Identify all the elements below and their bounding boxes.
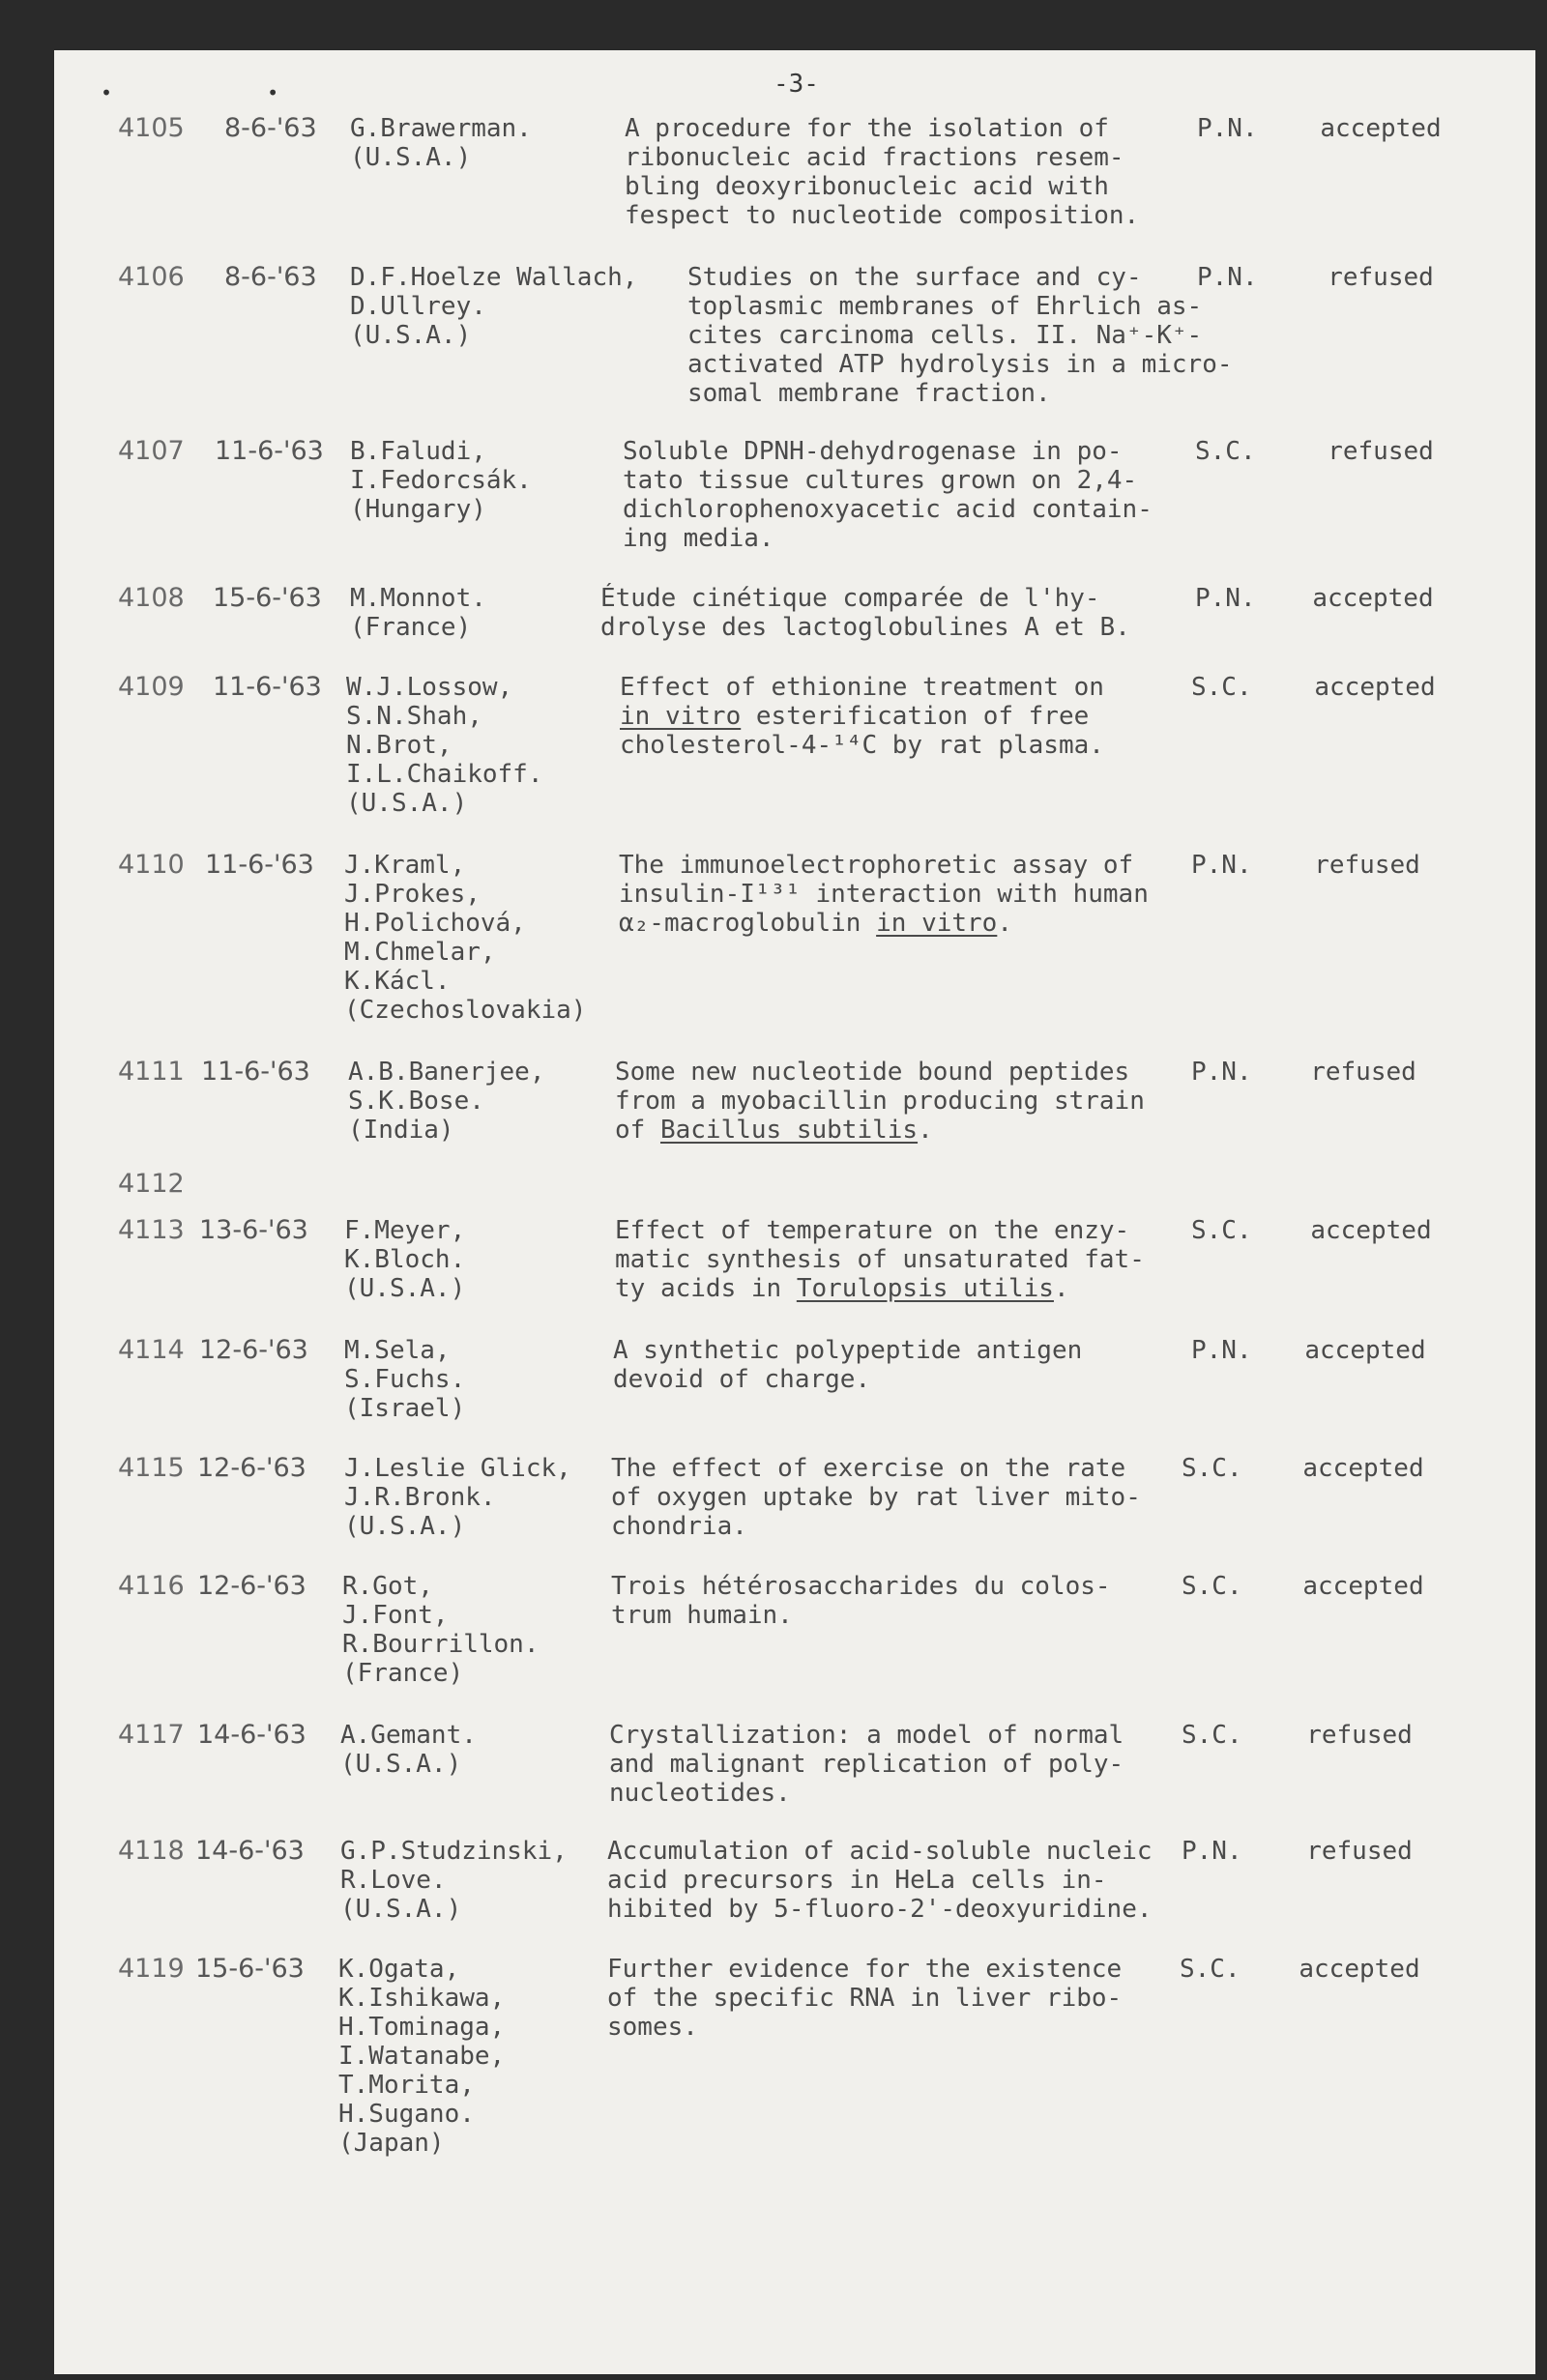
entry-title <box>600 584 1130 642</box>
entry-date: 12-6-'63 <box>197 1571 306 1601</box>
author-line: (France) <box>350 613 472 642</box>
entry-authors <box>350 584 486 642</box>
entry-date: 11-6-'63 <box>215 436 324 466</box>
author-line: A.B.Banerjee, <box>348 1058 545 1087</box>
entry-date: 14-6-'63 <box>195 1836 305 1866</box>
title-line: tato tissue cultures grown on 2,4- <box>623 466 1138 495</box>
entry-number: 4118 <box>118 1836 185 1866</box>
entry-code: S.C. <box>1191 673 1252 702</box>
author-line: I.Fedorcsák. <box>350 466 532 495</box>
entry-authors <box>344 1454 571 1541</box>
author-line: (U.S.A.) <box>346 789 468 818</box>
entry-title <box>611 1572 1111 1630</box>
author-line: F.Meyer, <box>344 1216 466 1245</box>
entry-number: 4112 <box>118 1169 185 1199</box>
entry-code: P.N. <box>1191 851 1252 880</box>
entry-date: 11-6-'63 <box>201 1057 310 1087</box>
title-line: activated ATP hydrolysis in a micro- <box>687 350 1233 379</box>
entry-status: refused <box>1328 263 1434 292</box>
entry-authors <box>344 851 586 1025</box>
entry-title <box>625 114 1139 230</box>
title-line: A synthetic polypeptide antigen <box>613 1336 1083 1365</box>
title-line: of Bacillus subtilis. <box>615 1116 933 1145</box>
author-line: J.Prokes, <box>344 880 481 909</box>
entry-number: 4108 <box>118 583 185 613</box>
entry-number: 4111 <box>118 1057 185 1087</box>
entry-code: S.C. <box>1182 1721 1242 1750</box>
author-line: M.Sela, <box>344 1336 451 1365</box>
author-line: J.R.Bronk. <box>344 1483 496 1512</box>
author-line: D.Ullrey. <box>350 292 486 321</box>
author-line: R.Love. <box>340 1866 447 1895</box>
entry-number: 4114 <box>118 1335 185 1365</box>
title-line: Crystallization: a model of normal <box>609 1721 1124 1750</box>
entry-authors <box>344 1336 465 1423</box>
title-line: Étude cinétique comparée de l'hy- <box>600 584 1100 613</box>
author-line: (U.S.A.) <box>350 321 472 350</box>
author-line: (Hungary) <box>350 495 486 524</box>
author-line: (U.S.A.) <box>340 1895 462 1924</box>
author-line: N.Brot, <box>346 731 452 760</box>
entry-date: 12-6-'63 <box>197 1453 306 1483</box>
entry-date: 8-6-'63 <box>224 262 317 292</box>
entry-authors <box>338 1955 505 2158</box>
title-line: cites carcinoma cells. II. Na⁺-K⁺- <box>687 321 1203 350</box>
author-line: K.Ishikawa, <box>338 1984 506 2013</box>
title-line: chondria. <box>611 1512 747 1541</box>
entry-code: P.N. <box>1191 1336 1252 1365</box>
author-line: R.Got, <box>342 1572 433 1601</box>
entry-title <box>607 1955 1122 2042</box>
author-line: S.Fuchs. <box>344 1365 466 1394</box>
author-line: B.Faludi, <box>350 437 486 466</box>
author-line: M.Monnot. <box>350 584 486 613</box>
title-line: Effect of ethionine treatment on <box>620 673 1104 702</box>
entry-authors <box>344 1216 465 1303</box>
author-line: W.J.Lossow, <box>346 673 513 702</box>
entry-code: P.N. <box>1182 1837 1242 1866</box>
entry-number: 4106 <box>118 262 185 292</box>
entry-title <box>611 1454 1141 1541</box>
entry-code: S.C. <box>1182 1572 1242 1601</box>
entry-code: P.N. <box>1191 1058 1252 1087</box>
entry-code: P.N. <box>1197 114 1258 143</box>
entry-number: 4119 <box>118 1954 185 1984</box>
title-line: of the specific RNA in liver ribo- <box>607 1984 1123 2013</box>
author-line: S.K.Bose. <box>348 1087 484 1116</box>
entry-status: accepted <box>1312 584 1434 613</box>
entry-status: refused <box>1310 1058 1416 1087</box>
title-line: Further evidence for the existence <box>607 1955 1123 1984</box>
title-line: A procedure for the isolation of <box>625 114 1109 143</box>
author-line: D.F.Hoelze Wallach, <box>350 263 638 292</box>
title-line: nucleotides. <box>609 1779 791 1808</box>
title-line: The immunoelectrophoretic assay of <box>619 851 1134 880</box>
entry-title <box>613 1336 1082 1394</box>
author-line: S.N.Shah, <box>346 702 482 731</box>
entry-status: refused <box>1314 851 1420 880</box>
title-line: in vitro esterification of free <box>620 702 1090 731</box>
author-line: G.P.Studzinski, <box>340 1837 568 1866</box>
title-line: cholesterol-4-¹⁴C by rat plasma. <box>620 731 1104 760</box>
title-line: bling deoxyribonucleic acid with <box>625 172 1109 201</box>
entry-code: S.C. <box>1191 1216 1252 1245</box>
title-line: drolyse des lactoglobulines A et B. <box>600 613 1130 642</box>
entry-authors <box>348 1058 545 1145</box>
author-line: (U.S.A.) <box>350 143 472 172</box>
entry-code: S.C. <box>1182 1454 1242 1483</box>
entry-authors <box>350 437 532 524</box>
entry-date: 11-6-'63 <box>205 850 314 880</box>
title-line: devoid of charge. <box>613 1365 871 1394</box>
title-line: from a myobacillin producing strain <box>615 1087 1145 1116</box>
title-line: Trois hétérosaccharides du colos- <box>611 1572 1111 1601</box>
entry-code: S.C. <box>1180 1955 1241 1984</box>
entry-title <box>619 851 1149 938</box>
entry-status: refused <box>1306 1837 1413 1866</box>
entry-authors <box>346 673 543 818</box>
entry-number: 4117 <box>118 1720 185 1750</box>
entry-number: 4105 <box>118 113 185 143</box>
title-line: α₂-macroglobulin in vitro. <box>619 909 1012 938</box>
author-line: A.Gemant. <box>340 1721 477 1750</box>
title-line: hibited by 5-fluoro-2'-deoxyuridine. <box>607 1895 1153 1924</box>
title-line: Effect of temperature on the enzy- <box>615 1216 1130 1245</box>
page-number: -3- <box>774 70 819 99</box>
author-line: R.Bourrillon. <box>342 1630 540 1659</box>
author-line: J.Font, <box>342 1601 449 1630</box>
entry-date: 12-6-'63 <box>199 1335 308 1365</box>
entry-title <box>623 437 1153 553</box>
entry-authors <box>342 1572 540 1688</box>
author-line: M.Chmelar, <box>344 938 496 967</box>
title-line: insulin-I¹³¹ interaction with human <box>619 880 1149 909</box>
entry-title <box>615 1216 1145 1303</box>
entry-authors <box>340 1721 477 1779</box>
author-line: K.Bloch. <box>344 1245 466 1274</box>
title-line: Soluble DPNH-dehydrogenase in po- <box>623 437 1123 466</box>
entry-status: accepted <box>1310 1216 1432 1245</box>
author-line: K.Kácl. <box>344 967 451 996</box>
entry-title <box>609 1721 1124 1808</box>
author-line: (Japan) <box>338 2129 445 2158</box>
author-line: (U.S.A.) <box>340 1750 462 1779</box>
entry-title <box>615 1058 1145 1145</box>
entry-status: accepted <box>1302 1572 1424 1601</box>
entry-code: P.N. <box>1195 584 1256 613</box>
title-line: The effect of exercise on the rate <box>611 1454 1126 1483</box>
entry-status: accepted <box>1304 1336 1426 1365</box>
title-line: Accumulation of acid-soluble nucleic <box>607 1837 1153 1866</box>
entry-date: 15-6-'63 <box>213 583 322 613</box>
corner-marks: • • <box>101 81 351 104</box>
title-line: somal membrane fraction. <box>687 379 1051 408</box>
author-line: J.Kraml, <box>344 851 466 880</box>
author-line: H.Tominaga, <box>338 2013 506 2042</box>
entry-authors <box>350 263 637 350</box>
title-line: of oxygen uptake by rat liver mito- <box>611 1483 1141 1512</box>
entry-title <box>687 263 1233 408</box>
entry-status: refused <box>1328 437 1434 466</box>
entry-code: P.N. <box>1197 263 1258 292</box>
title-line: ribonucleic acid fractions resem- <box>625 143 1124 172</box>
entry-title <box>607 1837 1153 1924</box>
title-line: Studies on the surface and cy- <box>687 263 1142 292</box>
entry-number: 4110 <box>118 850 185 880</box>
title-line: matic synthesis of unsaturated fat- <box>615 1245 1145 1274</box>
entry-title <box>620 673 1104 760</box>
title-line: Some new nucleotide bound peptides <box>615 1058 1130 1087</box>
author-line: (France) <box>342 1659 464 1688</box>
title-line: ing media. <box>623 524 774 553</box>
entry-authors <box>350 114 532 172</box>
author-line: K.Ogata, <box>338 1955 460 1984</box>
entry-date: 14-6-'63 <box>197 1720 306 1750</box>
entry-status: refused <box>1306 1721 1413 1750</box>
entry-date: 15-6-'63 <box>195 1954 305 1984</box>
author-line: I.Watanabe, <box>338 2042 506 2071</box>
title-line: trum humain. <box>611 1601 793 1630</box>
author-line: (U.S.A.) <box>344 1512 466 1541</box>
author-line: J.Leslie Glick, <box>344 1454 571 1483</box>
entry-number: 4115 <box>118 1453 185 1483</box>
entry-number: 4107 <box>118 436 185 466</box>
author-line: G.Brawerman. <box>350 114 532 143</box>
author-line: I.L.Chaikoff. <box>346 760 543 789</box>
author-line: (India) <box>348 1116 454 1145</box>
entry-date: 8-6-'63 <box>224 113 317 143</box>
author-line: (U.S.A.) <box>344 1274 466 1303</box>
entry-status: accepted <box>1320 114 1442 143</box>
author-line: (Israel) <box>344 1394 466 1423</box>
entry-number: 4116 <box>118 1571 185 1601</box>
entry-status: accepted <box>1299 1955 1420 1984</box>
title-line: fespect to nucleotide composition. <box>625 201 1140 230</box>
title-line: toplasmic membranes of Ehrlich as- <box>687 292 1203 321</box>
title-line: ty acids in Torulopsis utilis. <box>615 1274 1069 1303</box>
title-line: and malignant replication of poly- <box>609 1750 1124 1779</box>
author-line: H.Sugano. <box>338 2100 475 2129</box>
author-line: (Czechoslovakia) <box>344 996 587 1025</box>
title-line: dichlorophenoxyacetic acid contain- <box>623 495 1153 524</box>
entry-code: S.C. <box>1195 437 1256 466</box>
entry-date: 13-6-'63 <box>199 1215 308 1245</box>
entry-status: accepted <box>1302 1454 1424 1483</box>
author-line: T.Morita, <box>338 2071 475 2100</box>
author-line: H.Polichová, <box>344 909 526 938</box>
title-line: acid precursors in HeLa cells in- <box>607 1866 1107 1895</box>
entry-date: 11-6-'63 <box>213 672 322 702</box>
entry-number: 4113 <box>118 1215 185 1245</box>
entry-status: accepted <box>1314 673 1436 702</box>
title-line: somes. <box>607 2013 698 2042</box>
entry-number: 4109 <box>118 672 185 702</box>
entry-authors <box>340 1837 568 1924</box>
